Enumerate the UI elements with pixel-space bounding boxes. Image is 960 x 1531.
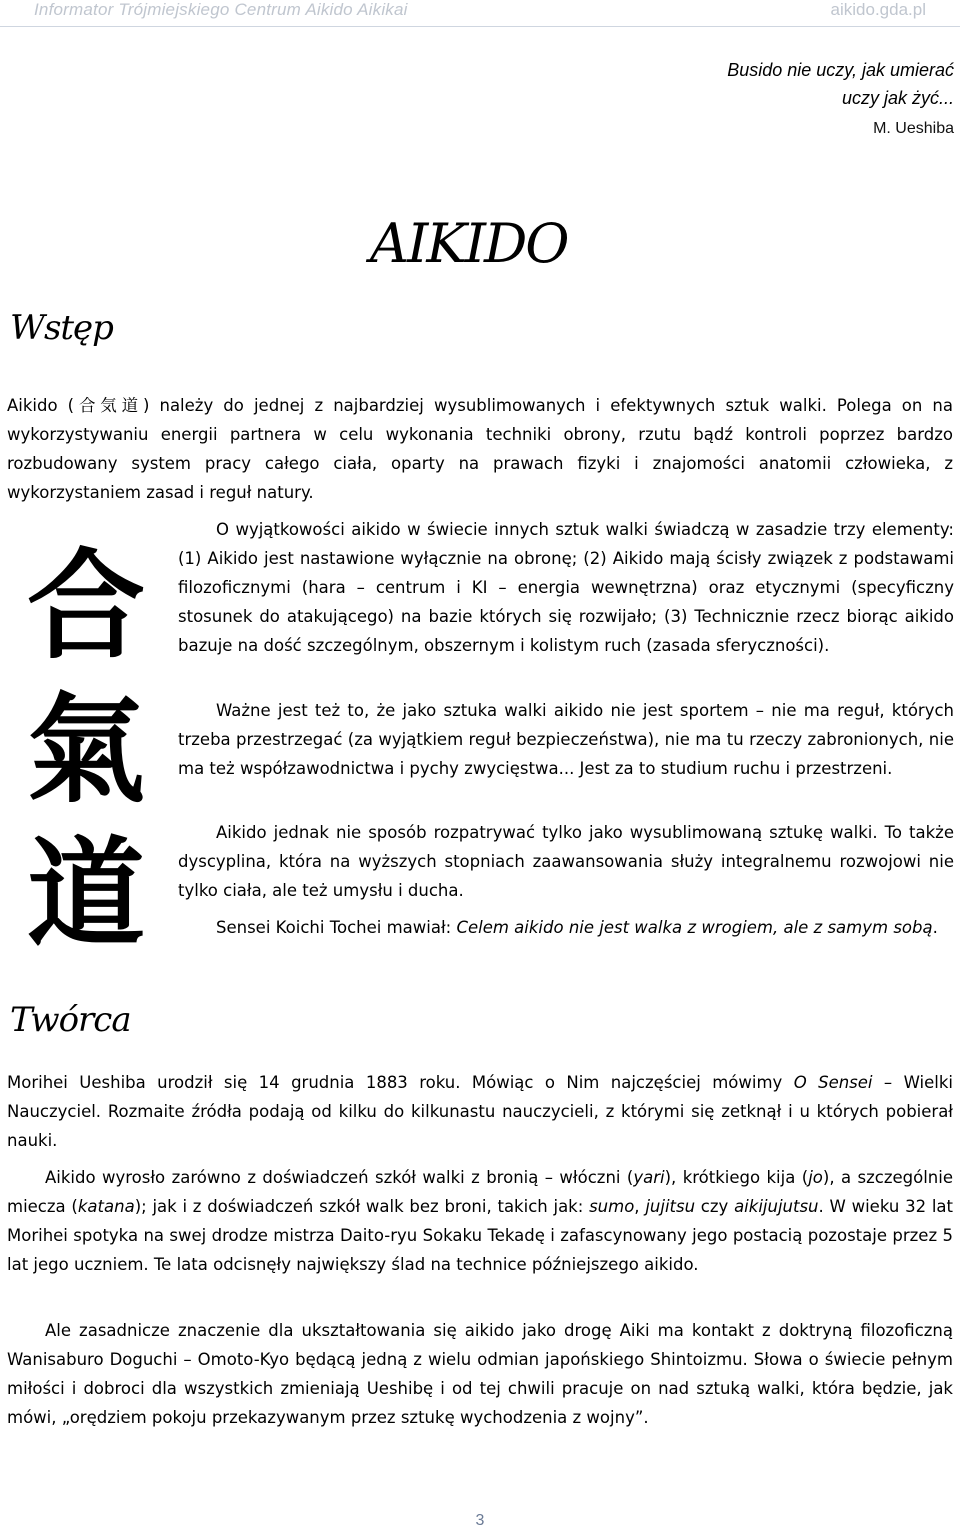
header-website[interactable]: aikido.gda.pl <box>830 0 926 19</box>
page-title: AIKIDO <box>370 212 568 275</box>
term-katana: katana <box>77 1197 135 1216</box>
quote-suffix: . <box>932 918 938 937</box>
quote-prefix: Sensei Koichi Tochei mawiał: <box>216 918 457 937</box>
motto-author: M. Ueshiba <box>873 120 954 137</box>
header-publication-title: Informator Trójmiejskiego Centrum Aikido Aikikai <box>34 0 408 19</box>
text-span: – Wielki Nauczyciel. Rozmaite źródła podają od kilku do kilkunastu nauczycieli, z którymi się zetknął i u których pobierał nauki. <box>7 1073 953 1150</box>
paragraph-not-sport: Ważne jest też to, że jako sztuka walki aikido nie jest sportem – nie ma reguł, których trzeba przestrzegać (za wyjątkiem reguł bezpieczeństwa), nie ma tu rzeczy zabronionych, nie ma też współzawodnictwa i pychy zwycięstwa... Jest za to studium ruchu i przestrzeni. <box>178 701 954 778</box>
text-span: Aikido wyrosło zarówno z doświadczeń szkół walki z bronią – włóczni ( <box>45 1168 634 1187</box>
paragraph-omoto-kyo: Ale zasadnicze znaczenie dla ukształtowania się aikido jako drogę Aiki ma kontakt z doktryną filozoficzną Wanisaburo Doguchi – Omoto-Kyo będącą jedną z wielu odmian japońskiego Shintoizmu. Słowa o świecie pełnym miłości i dobroci dla wszystkich zmieniają Ueshibę i od tej chwili pracuje on nad sztuką walki, która będzie, jak mówi, „orędziem pokoju przekazywanym przez sztukę wychodzenia z wojny”. <box>7 1321 953 1427</box>
quote-text: Celem aikido nie jest walka z wrogiem, ale z samym sobą <box>456 918 933 937</box>
kanji-do: 道 <box>26 824 145 963</box>
text-span: ), krótkiego kija ( <box>664 1168 809 1187</box>
term-aikijujutsu: aikijujutsu <box>734 1197 819 1216</box>
aikido-calligraphy <box>16 534 156 966</box>
text-span: ); jak i z doświadczeń szkół walk bez broni, takich jak: <box>134 1197 590 1216</box>
term-jo: jo <box>808 1168 823 1187</box>
paragraph-sensei-quote <box>178 913 954 942</box>
paragraph-ueshiba-birth <box>7 1068 953 1155</box>
intro-paragraph: Aikido (合気道) należy do jednej z najbardziej wysublimowanych i efektywnych sztuk walki. Polega on na wykorzystywaniu energii partnera w celu wykonania techniki obrony, rzutu bądź kontroli poprzez bardzo rozbudowany system pracy całego ciała, oparty na prawach fizyki i znajomości anatomii człowieka, z wykorzystaniem zasad i reguł natury. <box>7 396 953 502</box>
term-sumo: sumo <box>589 1197 635 1216</box>
page-header <box>0 0 960 27</box>
section-heading-wstep: Wstęp <box>10 308 113 348</box>
o-sensei-text: O Sensei <box>793 1073 873 1092</box>
term-yari: yari <box>633 1168 665 1187</box>
text-span: czy <box>695 1197 735 1216</box>
paragraph-aikido-origins <box>7 1163 953 1279</box>
paragraph-uniqueness: O wyjątkowości aikido w świecie innych sztuk walki świadczą w zasadzie trzy elementy: (1) Aikido jest nastawione wyłącznie na obronę; (2) Aikido mają ścisły związek z podstawami filozoficznymi (hara – centrum i KI – energia wewnętrzna) oraz etycznymi (specyficzny stosunek do atakującego) na bazie których się rozwijało; (3) Technicznie rzecz biorąc aikido bazuje na dość szczególnym, obszernym i kolistym ruch (zasada sferyczności). <box>178 520 954 655</box>
page-number <box>462 1512 498 1530</box>
text-span: ), a szczególnie miecza ( <box>7 1168 953 1216</box>
text-span: . W wieku 32 lat Morihei spotyka na swej drodze mistrza Daito-ryu Sokaku Tekadę i zafascynowany jego postacią pozostaje przez 5 lat jego uczniem. Te lata odcisnęły największy ślad na technice późniejszego aikido. <box>7 1197 954 1274</box>
motto-line-1: Busido nie uczy, jak umierać <box>727 60 954 80</box>
section-heading-tworca: Twórca <box>10 1000 131 1040</box>
motto-line-2: uczy jak żyć... <box>841 88 954 108</box>
text-span: , <box>634 1197 646 1216</box>
paragraph-discipline: Aikido jednak nie sposób rozpatrywać tylko jako wysublimowaną sztukę walki. To także dyscyplina, która na wyższych stopniach zaawansowania służy integralnemu rozwojowi nie tylko ciała, ale też umysłu i ducha. <box>178 823 954 900</box>
page-number-text: 3 <box>472 1512 489 1529</box>
motto-quote <box>727 56 954 146</box>
text-span: Morihei Ueshiba urodził się 14 grudnia 1883 roku. Mówiąc o Nim najczęściej mówimy <box>7 1073 794 1092</box>
kanji-ai: 合 <box>26 536 145 675</box>
term-jujitsu: jujitsu <box>645 1197 696 1216</box>
kanji-ki: 氣 <box>26 680 145 819</box>
